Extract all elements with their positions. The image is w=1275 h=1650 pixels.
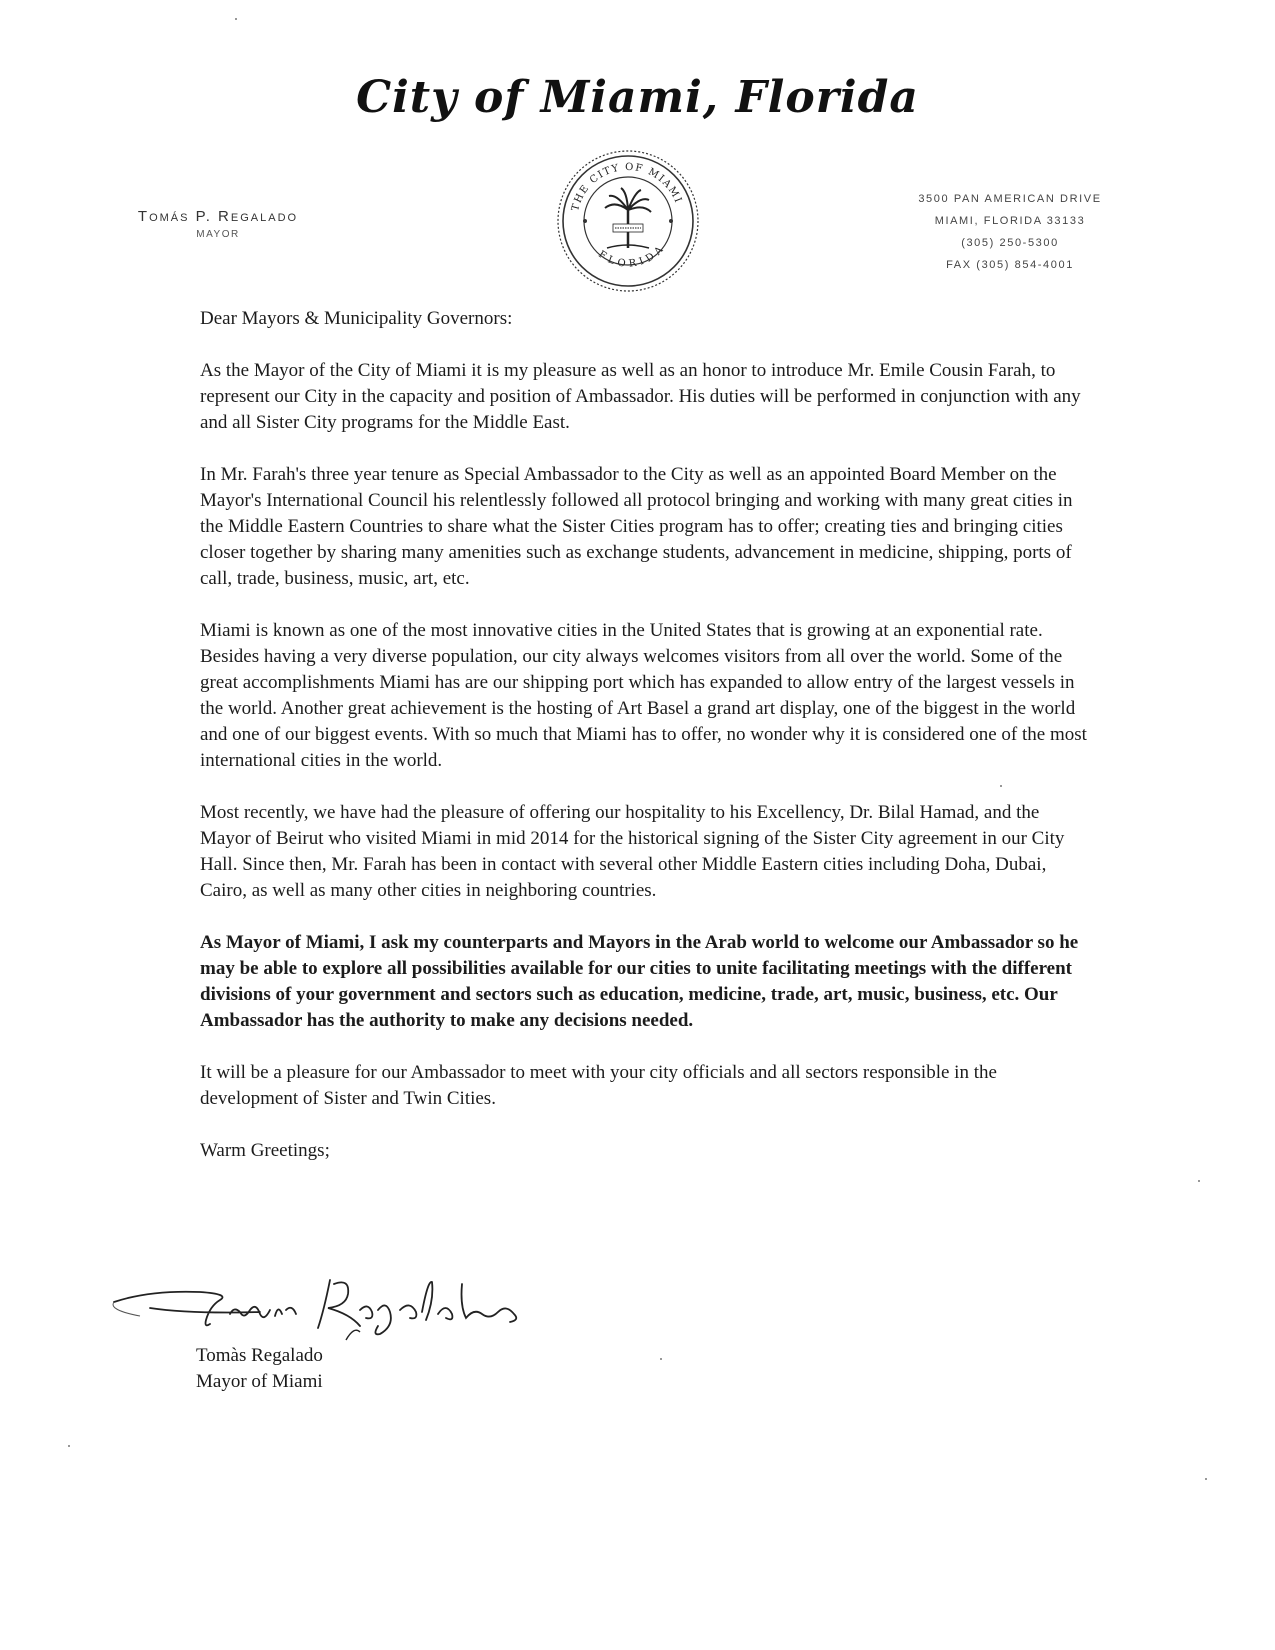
address-line-street: 3500 PAN AMERICAN DRIVE — [918, 193, 1102, 205]
scan-speck — [1198, 1180, 1200, 1182]
phone-number: (305) 250-5300 — [961, 237, 1059, 249]
svg-text:FLORIDA: FLORIDA — [596, 241, 669, 270]
paragraph-introduction: As the Mayor of the City of Miami it is my pleasure as well as an honor to introduce Mr. Emile Cousin Farah, to represent our City in the capacity and position of Ambassador. His duties will be performed in conjunction with any and all Sister City programs for the Middle East. — [200, 360, 1081, 433]
svg-text:THE CITY OF MIAMI: THE CITY OF MIAMI — [570, 161, 684, 213]
address-block — [880, 188, 1140, 276]
closing: Warm Greetings; — [200, 1140, 330, 1161]
scan-speck — [235, 18, 237, 20]
city-title-letterhead: City of Miami, Florida — [356, 72, 919, 123]
paragraph-pleasure: It will be a pleasure for our Ambassador to meet with your city officials and all sectors responsible in the development of Sister and Twin Cities. — [200, 1062, 997, 1109]
scan-speck — [1205, 1478, 1207, 1480]
signer-name: Tomàs Regalado — [196, 1345, 323, 1366]
salutation: Dear Mayors & Municipality Governors: — [200, 308, 513, 329]
paragraph-tenure: In Mr. Farah's three year tenure as Special Ambassador to the City as well as an appointed Board Member on the Mayor's International Council his relentlessly followed all protocol bringing and working with many great cities in the Middle Eastern Countries to share what the Sister Cities program has to offer; creating ties and bringing cities closer together by sharing many amenities such as exchange students, advancement in medicine, shipping, ports of call, trade, business, music, art, etc. — [200, 464, 1073, 589]
address-line-city: MIAMI, FLORIDA 33133 — [934, 215, 1086, 227]
mayor-title: MAYOR — [196, 229, 240, 240]
scan-speck — [1000, 785, 1002, 787]
city-seal-icon — [555, 148, 701, 294]
signer-title: Mayor of Miami — [196, 1371, 323, 1392]
paragraph-request: As Mayor of Miami, I ask my counterparts and Mayors in the Arab world to welcome our Ambassador so he may be able to explore all possibilities available for our cities to unite facilitating meetings with the different divisions of your government and sectors such as education, medicine, trade, art, music, business, etc. Our Ambassador has the authority to make any decisions needed. — [200, 932, 1079, 1031]
paragraph-miami: Miami is known as one of the most innovative cities in the United States that is growing at an exponential rate. Besides having a very diverse population, our city always welcomes visitors from all over the world. Some of the great accomplishments Miami has are our shipping port which has expanded to allow entry of the largest vessels in the world. Another great achievement is the hosting of Art Basel a grand art display, one of the biggest in the world and one of our biggest events. With so much that Miami has to offer, no wonder why it is considered one of the most international cities in the world. — [200, 620, 1087, 771]
paragraph-recent: Most recently, we have had the pleasure of offering our hospitality to his Excellency, Dr. Bilal Hamad, and the Mayor of Beirut who visited Miami in mid 2014 for the historical signing of the Sister City agreement in our City Hall. Since then, Mr. Farah has been in contact with several other Middle Eastern cities including Doha, Dubai, Cairo, as well as many other cities in neighboring countries. — [200, 802, 1065, 901]
mayor-block — [118, 208, 318, 240]
scan-speck — [68, 1445, 70, 1447]
fax-number: FAX (305) 854-4001 — [946, 259, 1074, 271]
scan-speck — [660, 1358, 662, 1360]
mayor-name: Tomás P. Regalado — [137, 208, 299, 225]
letter-body — [200, 306, 1090, 1172]
